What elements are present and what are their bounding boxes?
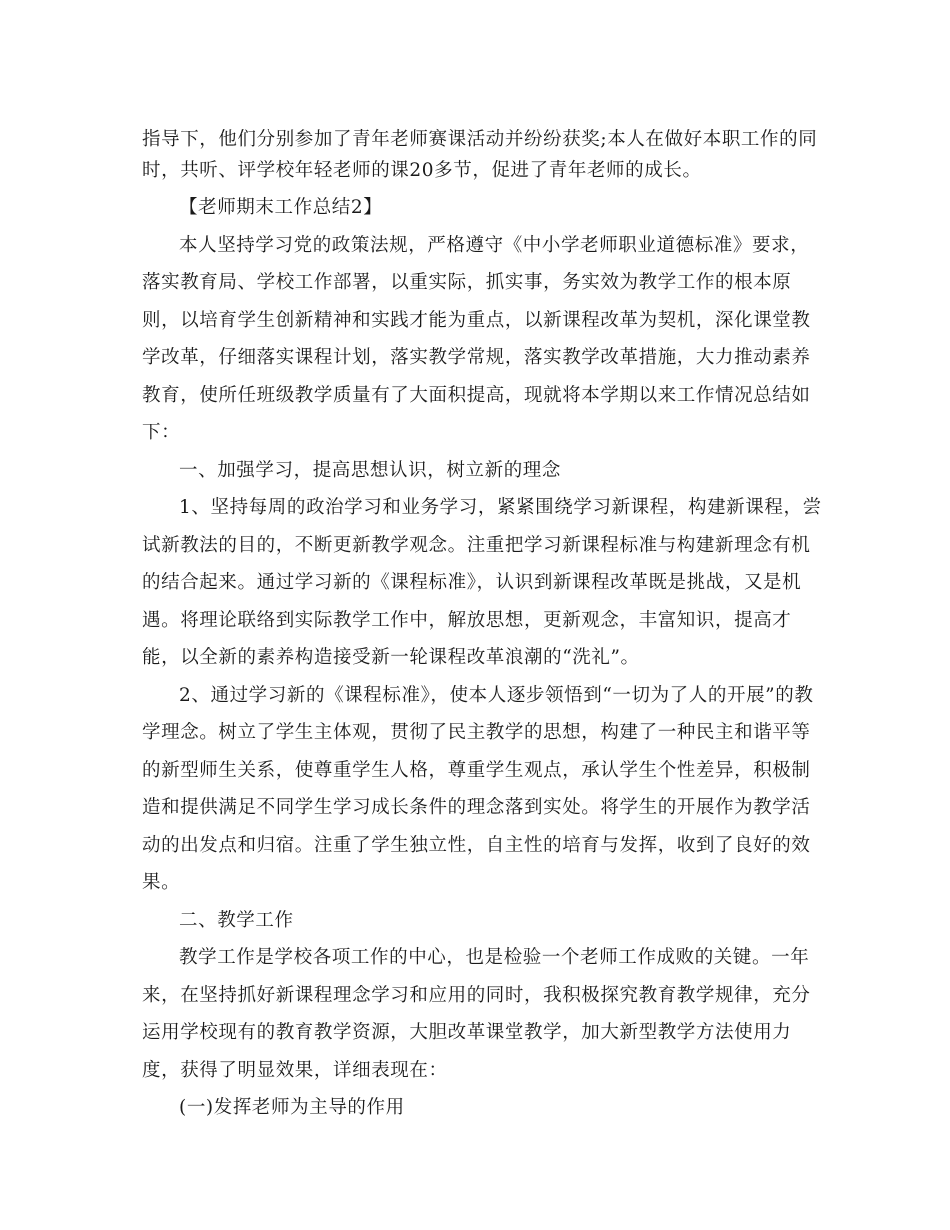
text-line: 则，以培育学生创新精神和实践才能为重点，以新课程改革为契机，深化课堂教	[142, 309, 811, 331]
text-line: 试新教法的目的，不断更新教学观念。注重把学习新课程标准与构建新理念有机	[142, 534, 811, 556]
text-line: 动的出发点和归宿。注重了学生独立性，自主性的培育与发挥，收到了良好的效	[142, 834, 811, 856]
line-spacing	[142, 674, 810, 681]
text-line: 运用学校现有的教育教学资源，大胆改革课堂教学，加大新型教学方法使用力	[142, 1022, 792, 1043]
text-line: 时，共听、评学校年轻老师的课20多节，促进了青年老师的成长。	[142, 159, 702, 181]
text-line: 来，在坚持抓好新课程理念学习和应用的同时，我积极探究教育教学规律，充分	[142, 984, 811, 1006]
text-line: 能，以全新的素养构造接受新一轮课程改革浪潮的“洗礼”。	[142, 647, 640, 668]
text-line: 指导下，他们分别参加了青年老师赛课活动并纷纷获奖;本人在做好本职工作的同	[142, 129, 818, 150]
text-line: 一、加强学习，提高思想认识，树立新的理念	[179, 459, 562, 481]
line-spacing	[142, 524, 810, 531]
line-spacing	[142, 186, 810, 193]
line-spacing	[142, 1086, 810, 1093]
text-line: 下：	[142, 422, 181, 443]
text-line: 二、教学工作	[179, 909, 294, 931]
line-spacing	[142, 899, 810, 906]
line-spacing	[142, 711, 810, 718]
text-line: 学改革，仔细落实课程计划，落实教学常规，落实教学改革措施，大力推动素养	[142, 347, 811, 368]
text-line: 教学工作是学校各项工作的中心，也是检验一个老师工作成败的关键。一年	[179, 947, 810, 968]
text-line: 本人坚持学习党的政策法规，严格遵守《中小学老师职业道德标准》要求，	[179, 234, 810, 256]
text-line: 1、坚持每周的政治学习和业务学习，紧紧围绕学习新课程，构建新课程，尝	[179, 497, 822, 518]
text-line: 2、通过学习新的《课程标准》，使本人逐步领悟到“一切为了人的开展”的教	[179, 684, 814, 706]
line-spacing	[142, 1049, 810, 1056]
line-spacing	[142, 861, 810, 868]
line-spacing	[142, 599, 810, 606]
text-line: 的新型师生关系，使尊重学生人格，尊重学生观点，承认学生个性差异，积极制	[142, 759, 811, 781]
line-spacing	[142, 224, 810, 231]
line-spacing	[142, 824, 810, 831]
text-line: 果。	[142, 872, 181, 893]
line-spacing	[142, 336, 810, 343]
text-line: 遇。将理论联络到实际教学工作中，解放思想，更新观念，丰富知识，提高才	[142, 609, 792, 631]
line-spacing	[142, 411, 810, 418]
line-spacing	[142, 486, 810, 493]
text-line: 落实教育局、学校工作部署，以重实际，抓实事，务实效为教学工作的根本原	[142, 272, 792, 293]
line-spacing	[142, 1011, 810, 1018]
line-spacing	[142, 974, 810, 981]
line-spacing	[142, 299, 810, 306]
line-spacing	[142, 749, 810, 756]
text-line: 【老师期末工作总结2】	[179, 197, 383, 218]
document-body	[142, 125, 822, 1124]
text-line: 度，获得了明显效果，详细表现在：	[142, 1059, 448, 1081]
line-spacing	[142, 449, 810, 456]
text-line: 造和提供满足不同学生学习成长条件的理念落到实处。将学生的开展作为教学活	[142, 797, 811, 818]
line-spacing	[142, 374, 810, 381]
line-spacing	[142, 261, 810, 268]
text-line: 的结合起来。通过学习新的《课程标准》，认识到新课程改革既是挑战，又是机	[142, 572, 802, 593]
line-spacing	[142, 936, 810, 943]
text-line: 教育，使所任班级教学质量有了大面积提高，现就将本学期以来工作情况总结如	[142, 384, 811, 406]
text-line: (一)发挥老师为主导的作用	[179, 1097, 405, 1118]
line-spacing	[142, 786, 810, 793]
line-spacing	[142, 636, 810, 643]
text-line: 学理念。树立了学生主体观，贯彻了民主教学的思想，构建了一种民主和谐平等	[142, 722, 811, 743]
line-spacing	[142, 561, 810, 568]
